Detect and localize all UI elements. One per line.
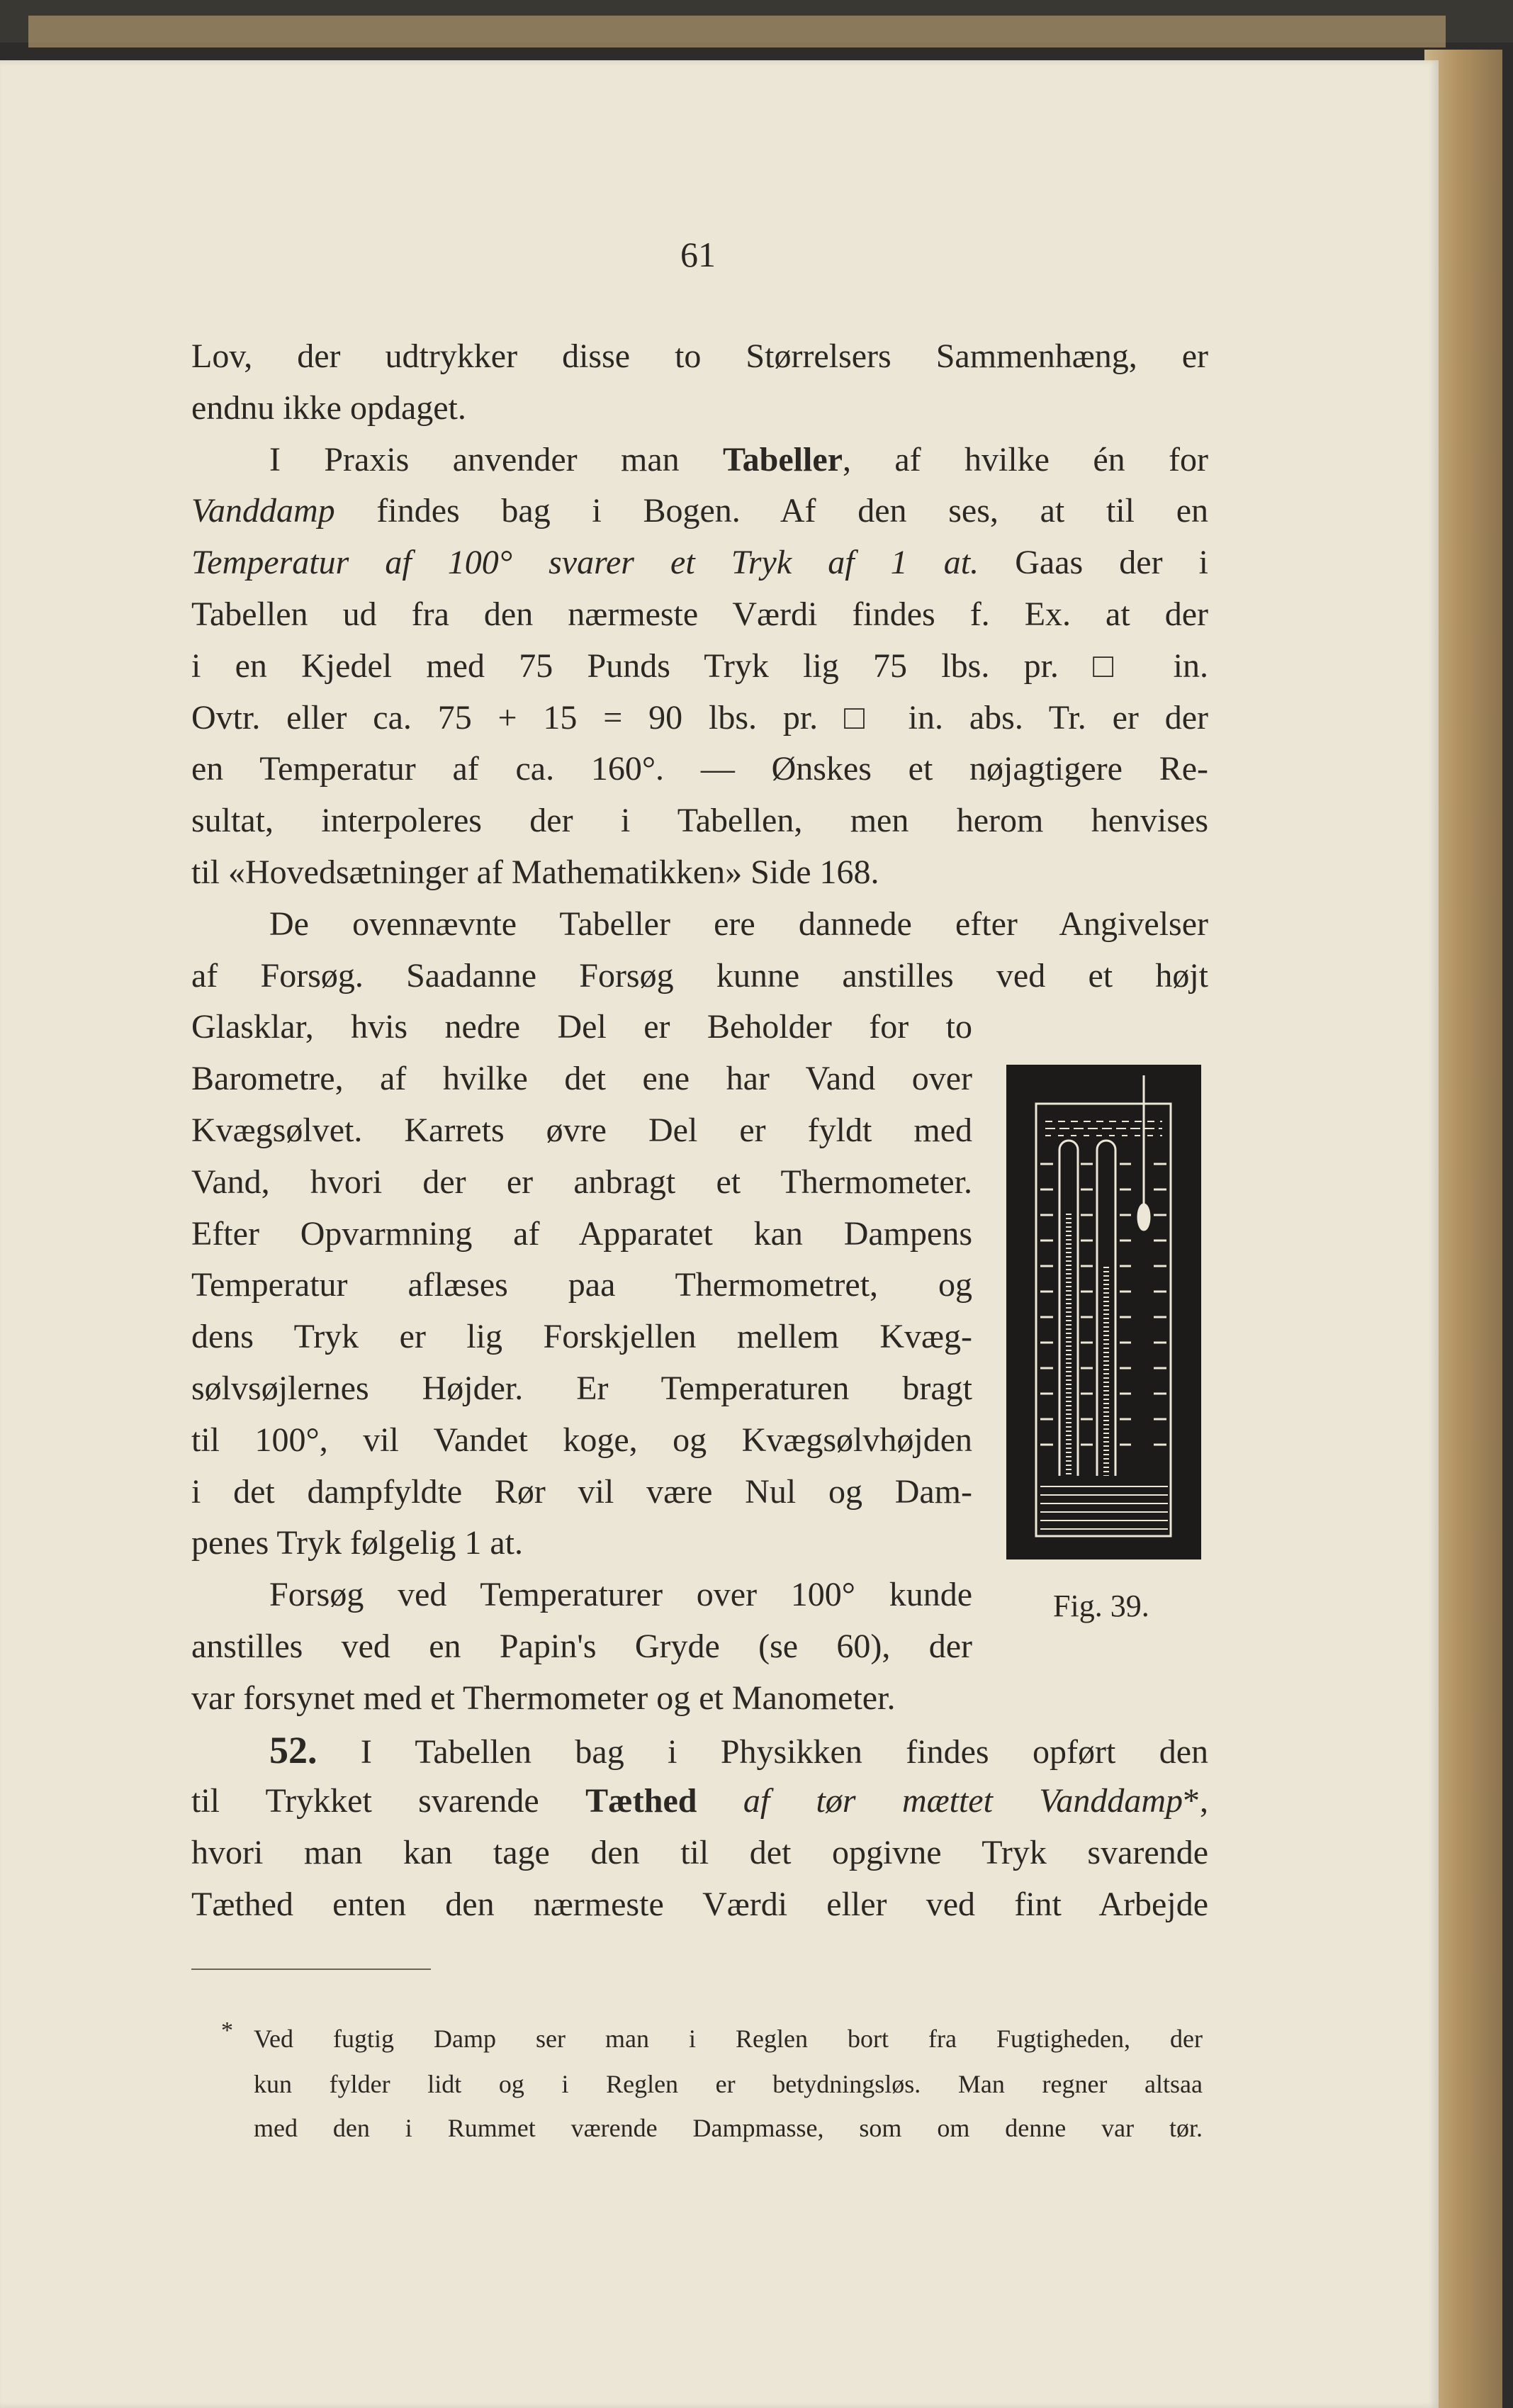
text-line [191,1363,972,1414]
footnote-separator [191,1969,431,1970]
text-segment: Ovtr. eller ca. 75 + 15 = 90 lbs. pr. □ in. abs. Tr. er der [191,698,1208,737]
text-line [191,1621,972,1672]
text-segment: Lov, der udtrykker disse to Størrelsers Sammenhæng, er [191,337,1208,375]
text-segment: *, [1183,1782,1208,1820]
text-segment: endnu ikke opdaget. [191,388,466,427]
text-segment: I Praxis anvender man [269,440,724,478]
footnote-line: med den i Rummet værende Dampmasse, som om denne var tør. [254,2114,1203,2142]
text-segment: af Forsøg. Saadanne Forsøg kunne anstilles ved et højt [191,956,1208,995]
text-line [191,1776,1208,1827]
text-segment: Gaas der i [979,544,1209,582]
text-line [191,1725,1208,1776]
text-line [191,693,1208,744]
text-line [191,383,1208,434]
footnote-line: Ved fugtig Damp ser man i Reglen bort fra Fugtigheden, der [254,2025,1203,2053]
text-line [191,951,1208,1002]
text-segment: hvori man kan tage den til det opgivne Tryk svarende [191,1834,1208,1872]
text-line [191,847,1208,898]
text-segment: I Tabellen bag i Physikken findes opført den [317,1732,1208,1771]
text-line [191,1827,1208,1878]
text-line [191,435,1208,486]
text-segment: , af hvilke én for [842,440,1208,478]
text-line [191,1002,972,1053]
text-segment: Forsøg ved Temperaturer over 100° kunde [269,1576,972,1614]
text-line [191,589,1208,640]
footnote-line: kun fylder lidt og i Reglen er betydningsløs. Man regner altsaa [254,2070,1203,2098]
text-line [191,1157,972,1208]
text-segment: Kvægsølvet. Karrets øvre Del er fyldt med [191,1111,972,1149]
text-line [191,1467,972,1518]
text-segment: Efter Opvarmning af Apparatet kan Dampens [191,1214,972,1253]
text-line [191,641,1208,692]
text-line [191,537,1208,588]
text-segment: Glasklar, hvis nedre Del er Beholder for to [191,1008,972,1046]
text-line [191,744,1208,795]
text-line [191,1053,972,1104]
italic-text: Vanddamp [191,492,335,530]
text-line [191,1879,1208,1930]
text-line [191,1260,972,1311]
footnote-marker: * [221,2017,233,2044]
text-line [191,1673,1208,1724]
italic-text: af tør mættet Vanddamp [697,1782,1183,1820]
text-segment: sølvsøjlernes Højder. Er Temperaturen bragt [191,1370,972,1407]
text-segment: dens Tryk er lig Forskjellen mellem Kvæg- [191,1318,972,1356]
italic-text: Temperatur af 100° svarer et Tryk af 1 at. [191,544,979,582]
text-segment: Tæthed enten den nærmeste Værdi eller ved fint Arbejde [191,1886,1208,1923]
text-segment: Temperatur aflæses paa Thermometret, og [191,1266,972,1304]
figure-caption: Fig. 39. [1053,1589,1149,1623]
text-line [191,1518,972,1569]
text-line [191,1209,972,1260]
text-segment: i det dampfyldte Rør vil være Nul og Dam- [191,1472,972,1511]
text-segment: til «Hovedsætninger af Mathematikken» Side 168. [191,853,879,891]
text-segment: til 100°, vil Vandet koge, og Kvægsølvhøjden [191,1421,972,1459]
text-line [191,1569,972,1620]
bold-text: Tabeller [723,440,843,478]
text-segment: De ovennævnte Tabeller ere dannede efter Angivelser [269,905,1208,943]
bold-text: 52. [269,1728,317,1771]
page-number: 61 [680,235,716,274]
text-line [191,1311,972,1362]
text-segment: i en Kjedel med 75 Punds Tryk lig 75 lbs. pr. □ in. [191,646,1208,685]
text-line [191,331,1208,382]
text-segment: en Temperatur af ca. 160°. — Ønskes et nøjagtigere Re- [191,750,1208,788]
text-line [191,1105,972,1156]
text-segment: var forsynet med et Thermometer og et Manometer. [191,1679,896,1717]
text-segment: penes Tryk følgelig 1 at. [191,1524,523,1562]
text-segment: Tabellen ud fra den nærmeste Værdi findes f. Ex. at der [191,595,1208,633]
text-line [191,795,1208,846]
text-line [191,1415,972,1466]
text-line [191,899,1208,950]
text-segment: findes bag i Bogen. Af den ses, at til en [334,492,1208,530]
bold-text: Tæthed [585,1782,697,1820]
text-segment: anstilles ved en Papin's Gryde (se 60), der [191,1628,972,1665]
apparatus-illustration [1006,1065,1201,1559]
book-cover-edge [28,16,1446,47]
text-segment: Vand, hvori der er anbragt et Thermometer. [191,1163,972,1201]
text-line [191,486,1208,537]
text-segment: Barometre, af hvilke det ene har Vand over [191,1060,972,1098]
text-segment: sultat, interpoleres der i Tabellen, men herom henvises [191,802,1208,840]
text-segment: til Trykket svarende [191,1782,586,1820]
figure-39-barometer-apparatus [1006,1065,1201,1559]
